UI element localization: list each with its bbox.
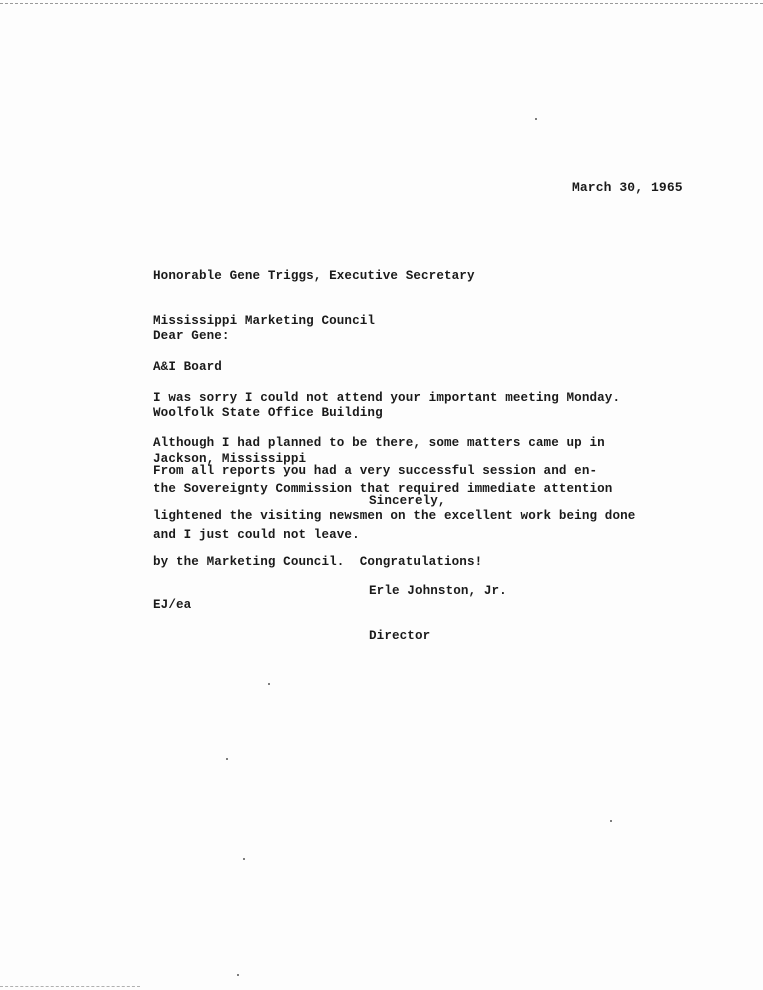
typist-initials: EJ/ea bbox=[153, 598, 192, 612]
letter-date: March 30, 1965 bbox=[572, 180, 683, 195]
address-line: Honorable Gene Triggs, Executive Secretary bbox=[153, 268, 475, 283]
closing: Sincerely, bbox=[369, 494, 446, 508]
paragraph-line: lightened the visiting newsmen on the excellent work being done bbox=[153, 509, 636, 524]
scan-bottom-edge bbox=[0, 986, 140, 987]
scan-speck bbox=[237, 974, 239, 976]
signature-title: Director bbox=[369, 629, 431, 644]
paragraph-line: by the Marketing Council. Congratulations! bbox=[153, 555, 483, 570]
scan-speck bbox=[243, 858, 245, 860]
paragraph-line: From all reports you had a very successful session and en- bbox=[153, 463, 598, 478]
address-line: A&I Board bbox=[153, 360, 222, 375]
paragraph-line: Although I had planned to be there, some matters came up in bbox=[153, 436, 605, 451]
scan-speck bbox=[268, 683, 270, 685]
scan-speck bbox=[535, 118, 537, 120]
address-line: Mississippi Marketing Council bbox=[153, 314, 376, 329]
signature-block bbox=[369, 553, 507, 675]
scan-top-edge bbox=[0, 3, 763, 4]
address-line: Jackson, Mississippi bbox=[153, 452, 307, 467]
address-line: Woolfolk State Office Building bbox=[153, 406, 383, 421]
paragraph-line: the Sovereignty Commission that required immediate attention bbox=[153, 482, 613, 497]
signature-name: Erle Johnston, Jr. bbox=[369, 583, 507, 598]
salutation: Dear Gene: bbox=[153, 329, 230, 343]
scan-speck bbox=[226, 758, 228, 760]
paragraph-line: I was sorry I could not attend your important meeting Monday. bbox=[153, 390, 621, 405]
paragraph-line: and I just could not leave. bbox=[153, 528, 360, 543]
scan-speck bbox=[610, 820, 612, 822]
